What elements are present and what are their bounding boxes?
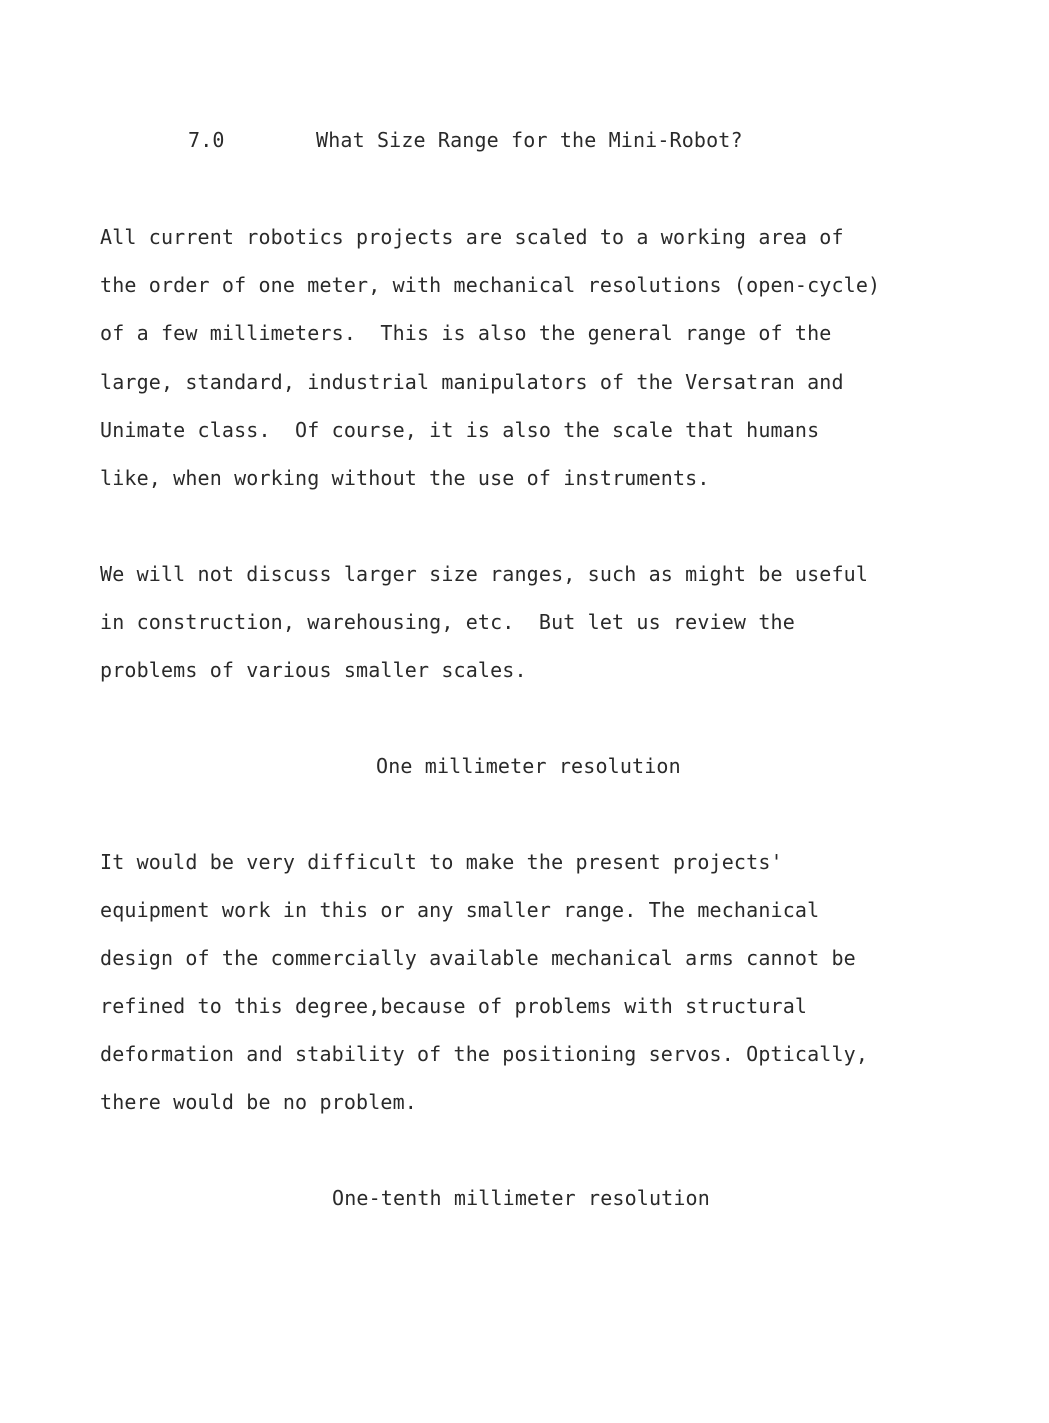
paragraph-line: Unimate class. Of course, it is also the scale that humans [100, 418, 820, 442]
paragraph-line: deformation and stability of the positioning servos. Optically, [100, 1042, 869, 1066]
section-number: 7.0 [188, 128, 225, 152]
paragraph-line: large, standard, industrial manipulators of the Versatran and [100, 370, 844, 394]
paragraph-line: All current robotics projects are scaled to a working area of [100, 225, 844, 249]
paragraph-line: We will not discuss larger size ranges, such as might be useful [100, 562, 869, 586]
subheading-one-tenth-millimeter: One-tenth millimeter resolution [332, 1186, 710, 1210]
paragraph-line: of a few millimeters. This is also the general range of the [100, 321, 832, 345]
subheading-one-millimeter: One millimeter resolution [376, 754, 681, 778]
paragraph-line: the order of one meter, with mechanical resolutions (open-cycle) [100, 273, 881, 297]
paragraph-line: refined to this degree,because of problems with structural [100, 994, 808, 1018]
paragraph-line: design of the commercially available mechanical arms cannot be [100, 946, 856, 970]
paragraph-line: It would be very difficult to make the present projects' [100, 850, 783, 874]
paragraph-line: like, when working without the use of instruments. [100, 466, 710, 490]
paragraph-line: in construction, warehousing, etc. But let us review the [100, 610, 795, 634]
paragraph-line: problems of various smaller scales. [100, 658, 527, 682]
paragraph-line: equipment work in this or any smaller range. The mechanical [100, 898, 820, 922]
section-title: What Size Range for the Mini-Robot? [316, 128, 743, 152]
paragraph-line: there would be no problem. [100, 1090, 417, 1114]
